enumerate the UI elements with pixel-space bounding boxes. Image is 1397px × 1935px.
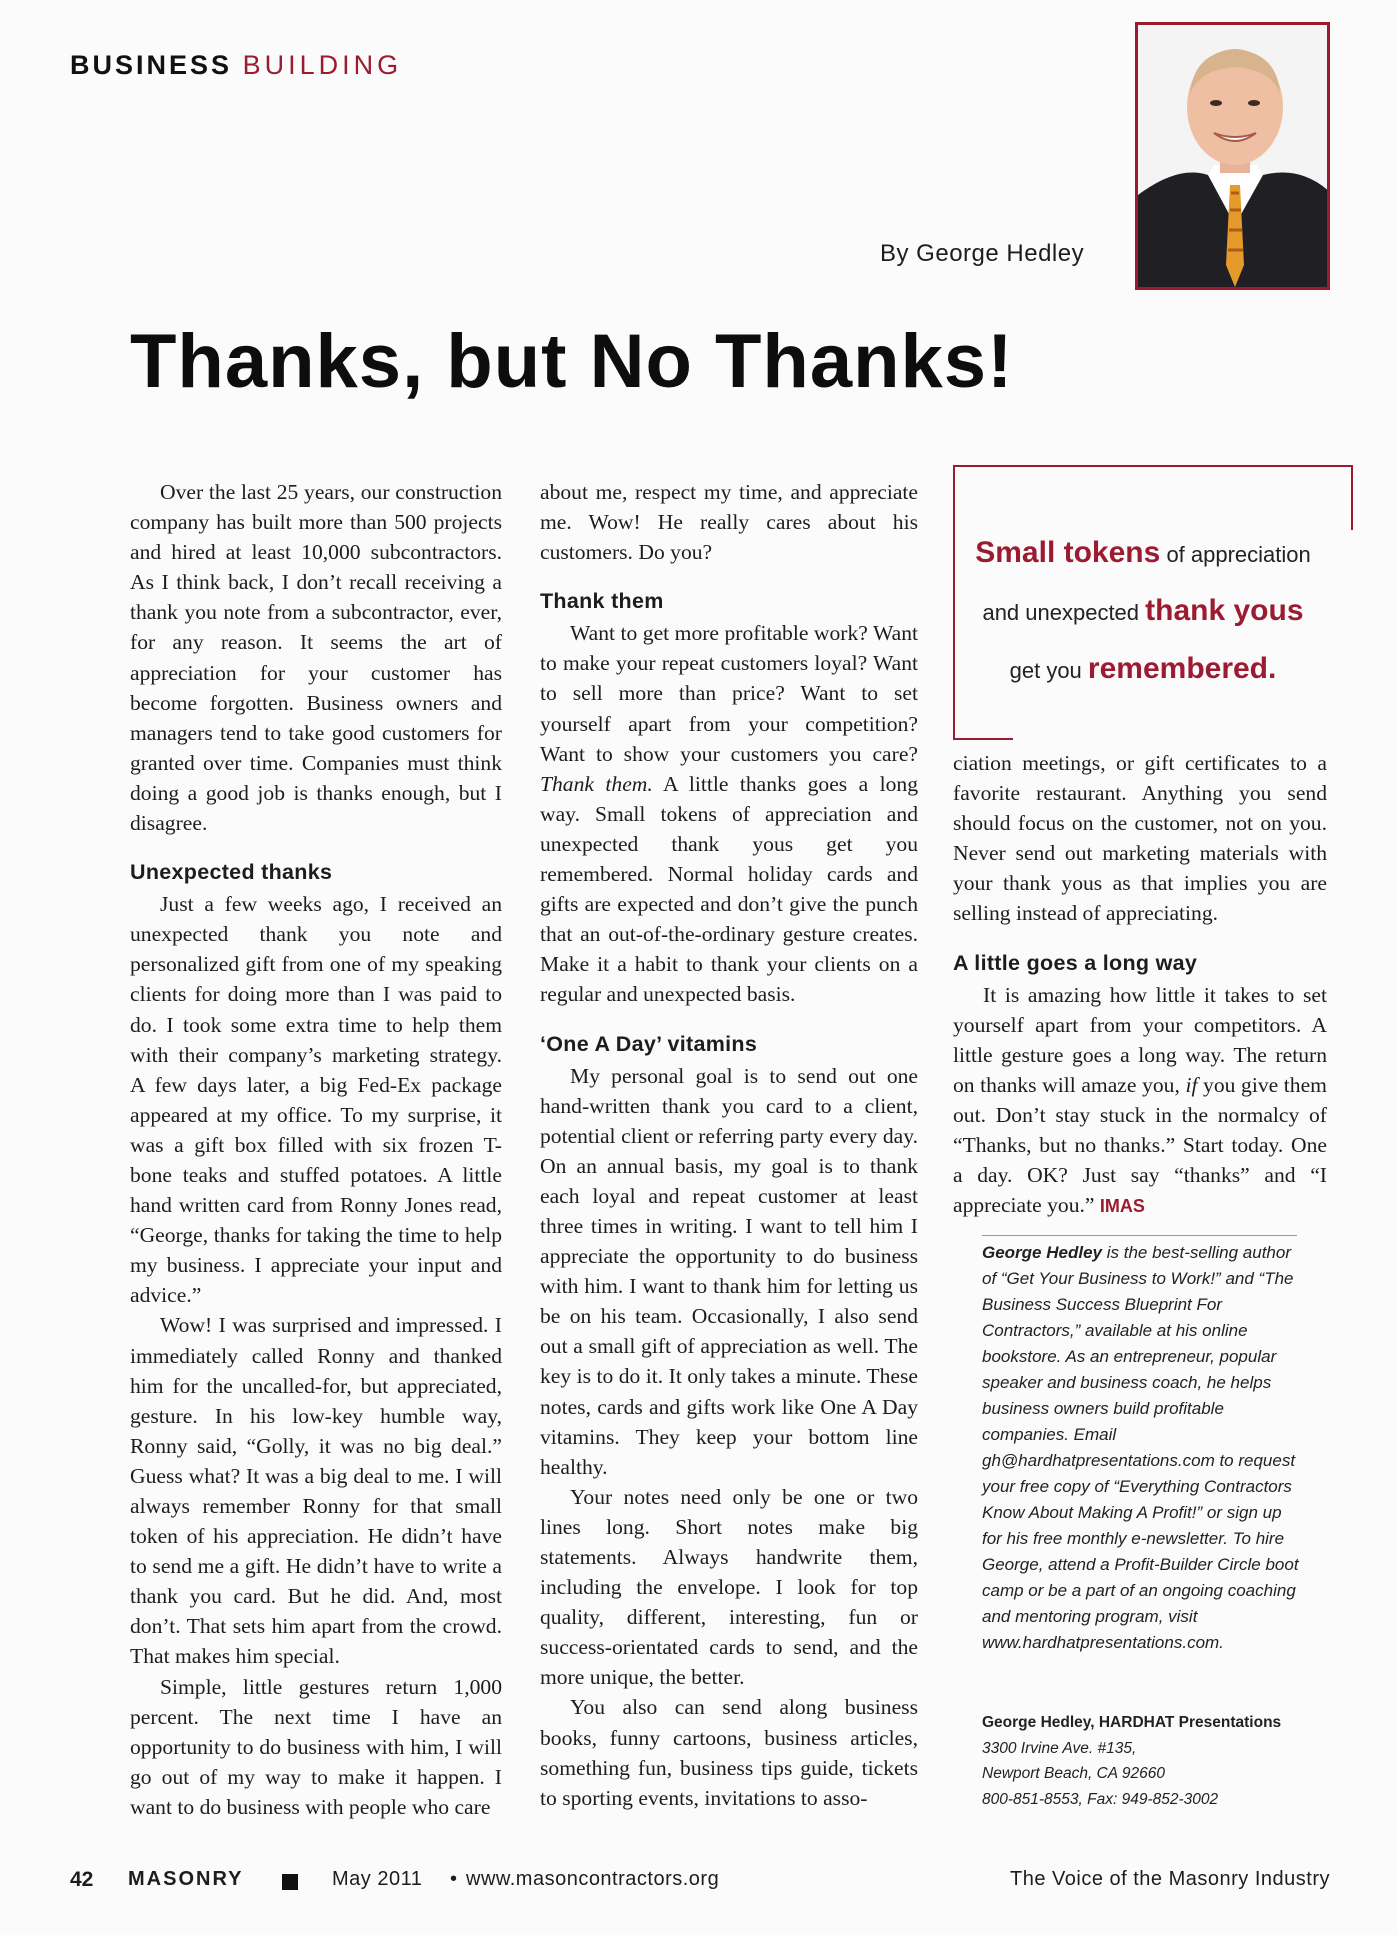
- paragraph: ciation meetings, or gift certificates to a favorite restaurant. Anything you send should focus on the customer, not on you. Never send out marketing materials with your thank yous as that implies you are selling instead of appreciating.: [953, 751, 1327, 926]
- footer-url: www.masoncontractors.org: [466, 1868, 720, 1890]
- paragraph: Over the last 25 years, our construction company has built more than 500 projects and hired at least 10,000 subcontractors. As I think back, I don’t recall receiving a thank you note from a subcontractor, ever, for any reason. It seems the art of appreciation for your customer has become forgotten. Business owners and managers tend to take good customers for granted over time. Companies must think doing a good job is thanks enough, but I disagree.: [130, 480, 502, 836]
- paragraph: Want to get more profitable work? Want to make your repeat customers loyal? Want to sell more than price? Want to set yourself apart from your competition? Want to show your customers you care? Thank them. A little thanks goes a long way. Small tokens of appreciation and unexpected thank yous get you remembered. Normal holiday cards and gifts are expected and don’t give the punch that an out-of-the-ordinary gesture creates. Make it a habit to thank your clients on a regular and unexpected basis.: [540, 621, 918, 1007]
- end-mark: IMAS: [1099, 1196, 1145, 1217]
- contact-address-1: 3300 Irvine Ave. #135,: [982, 1739, 1137, 1757]
- footer-tagline: The Voice of the Masonry Industry: [1010, 1868, 1330, 1890]
- bullet-separator: •: [450, 1868, 458, 1890]
- emphasis-thank-them: Thank them.: [540, 771, 653, 796]
- author-photo: [1135, 22, 1330, 290]
- page-number: 42: [70, 1868, 94, 1891]
- contact-phones: 800-851-8553, Fax: 949-852-3002: [982, 1790, 1219, 1808]
- pull-quote: [953, 465, 1353, 740]
- paragraph: about me, respect my time, and appreciate me. Wow! He really cares about his customers. Do you?: [540, 480, 918, 565]
- article-column-2: [540, 477, 918, 1813]
- contact-address-2: Newport Beach, CA 92660: [982, 1765, 1165, 1782]
- paragraph: Wow! I was surprised and impressed. I immediately called Ronny and thanked him for the uncalled-for, but appreciated, gesture. In his low-key humble way, Ronny said, “Golly, it was no big deal.” Guess what? It was a big deal to me. I will always remember Ronny for that small token of his appreciation. He didn’t have to send me a gift. He didn’t have to write a thank you card. But he did. And, most don’t. That sets him apart from the crowd. That makes him special.: [130, 1313, 502, 1669]
- paragraph: My personal goal is to send out one hand-written thank you card to a client, potential client or referring party every day. On an annual basis, my goal is to thank each loyal and repeat customer at least three times in writing. I want to tell him I appreciate the opportunity to do business with him. I want to thank him for letting us be on his team. Occasionally, I also send out a small gift of appreciation as well. The key is to do it. It only takes a minute. These notes, cards and gifts work like One A Day vitamins. They keep your bottom line healthy.: [540, 1063, 918, 1479]
- square-bullet-icon: [282, 1874, 298, 1890]
- author-bio: George Hedley is the best-selling author of “Get Your Business to Work!” and “The Business Success Blueprint For Contractors,” available at his online bookstore. As an entrepreneur, popular speaker and business coach, he helps business owners build profitable companies. Email gh@hardhatpresentations.com to request your free copy of “Everything Contractors Know About Making A Profit!” or sign up for his free monthly e-newsletter. To hire George, attend a Profit-Builder Circle boot camp or be a part of an ongoing coaching and mentoring program, visit www.hardhatpresentations.com.: [982, 1243, 1299, 1652]
- headline: Thanks, but No Thanks!: [130, 319, 1014, 404]
- contact-name: George Hedley, HARDHAT Presentations: [982, 1714, 1282, 1731]
- section-label-bold: BUSINESS: [70, 50, 233, 80]
- byline: By George Hedley: [880, 240, 1085, 267]
- paragraph: Simple, little gestures return 1,000 percent. The next time I have an opportunity to do business with him, I will go out of my way to make it happen. I want to do business with people who care: [130, 1674, 502, 1819]
- paragraph: Just a few weeks ago, I received an unexpected thank you note and personalized gift from one of my speaking clients for doing more than I was paid to do. I took some extra time to help them with their company’s marketing strategy. A few days later, a big Fed-Ex package appeared at my office. To my surprise, it was a gift box filled with six frozen T-bone teaks and stuffed potatoes. A little hand written card from Ronny Jones read, “George, thanks for taking the time to help my business. I appreciate your input and advice.”: [130, 892, 502, 1308]
- author-contact: [982, 1710, 1312, 1812]
- issue-date: May 2011: [332, 1868, 423, 1890]
- subheading-one-a-day: ‘One A Day’ vitamins: [540, 1031, 758, 1056]
- article-column-1: [130, 477, 502, 1822]
- bio-divider: [982, 1235, 1297, 1236]
- paragraph: You also can send along business books, funny cartoons, business articles, something fun, business tips guide, tickets to sporting events, invitations to asso-: [540, 1695, 918, 1810]
- page-footer: [70, 1868, 1330, 1898]
- subheading-thank-them: Thank them: [540, 589, 664, 614]
- paragraph: Your notes need only be one or two lines long. Short notes make big statements. Always handwrite them, including the envelope. I look for top quality, different, interesting, fun or success-orientated cards to send, and the more unique, the better.: [540, 1484, 918, 1690]
- author-name: George Hedley: [982, 1243, 1102, 1262]
- pull-quote-text: Small tokens of appreciation and unexpected thank yous get you remembered.: [975, 536, 1311, 685]
- section-label: [70, 50, 402, 81]
- subheading-a-little-goes: A little goes a long way: [953, 950, 1198, 975]
- magazine-name: MASONRY: [128, 1868, 244, 1890]
- subheading-unexpected-thanks: Unexpected thanks: [130, 860, 333, 885]
- author-portrait-illustration: [1138, 25, 1330, 290]
- paragraph: It is amazing how little it takes to set yourself apart from your competitors. A little gesture goes a long way. The return on thanks will amaze you, if you give them out. Don’t stay stuck in the normalcy of “Thanks, but no thanks.” Start today. One a day. OK? Just say “thanks” and “I appreciate you.” IMAS: [953, 982, 1327, 1218]
- article-column-3: [953, 748, 1327, 1221]
- section-label-light: BUILDING: [242, 50, 403, 80]
